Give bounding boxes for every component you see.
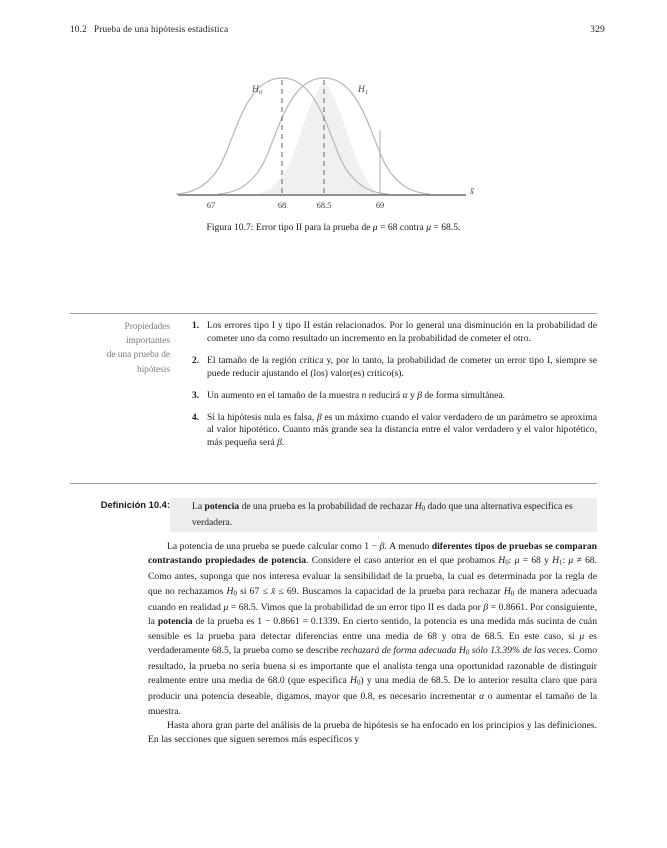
list-item-number: 1.: [192, 321, 200, 331]
properties-list: [170, 320, 597, 450]
properties-sidenote-line-4: hipótesis: [136, 364, 170, 375]
list-item-text: Los errores tipo I y tipo II están relacionados. Por lo general una disminución en la probabilidad de cometer uno da como resultado un incremento en la probabilidad de cometer el otro.: [207, 320, 597, 344]
section-number: 10.2: [70, 25, 87, 35]
page-number: 329: [590, 24, 605, 35]
section-title: Prueba de una hipótesis estadística: [93, 25, 229, 35]
list-item-number: 4.: [192, 412, 200, 423]
properties-block: [70, 320, 597, 450]
tick-label-67: 67: [206, 201, 215, 210]
paragraph-1: La potencia de una prueba se puede calcular como 1 − β. A menudo diferentes tipos de pruebas se comparan contrastando propiedades de potencia. Considere el caso anterior en el que probamos $H_0$: μ = 68 y $H_1$: μ ≠ 68. Como antes, suponga que nos interesa evaluar la sensibilidad de la prueba, la cual es determinada por la regla de que no rechazamos $H_0$ si 67 ≤ x̄ ≤ 69. Buscamos la capacidad de la prueba para rechazar $H_0$ de manera adecuada cuando en realidad μ = 68.5. Vimos que la probabilidad de un error tipo II es dada por β = 0.8661. Por consiguiente, la potencia de la prueba es 1 − 0.8661 = 0.1339. En cierto sentido, la potencia es una medida más sucinta de cuán sensible es la prueba para detectar diferencias entre una media de 68 y otra de 68.5. En este caso, si μ es verdaderamente 68.5, la prueba como se describe rechazará de forma adecuada $H_0$ sólo 13.39% de las veces. Como resultado, la prueba no sería buena si es importante que el analista tenga una oportunidad razonable de distinguir realmente entre una media de 68.0 (que especifica $H_0$) y una media de 68.5. De lo anterior resulta claro que para producir una potencia deseable, digamos, mayor que 0.8, es necesario incrementar α o aumentar el tamaño de la muestra.: [148, 541, 598, 717]
normal-curves-chart: [174, 60, 494, 212]
list-item-text: El tamaño de la región crítica y, por lo tanto, la probabilidad de cometer un error tipo I, siempre se puede reducir ajustando el (los) valor(es) crítico(s).: [207, 354, 597, 379]
list-item-number: 2.: [192, 355, 200, 366]
list-item-text: Si la hipótesis nula es falsa, β es un máximo cuando el valor verdadero de un parámetro se aproxima al valor hipotético. Cuanto más grande sea la distancia entre el valor verdadero y el valor hipotético, más pequeña será β.: [207, 411, 597, 449]
list-item-number: 3.: [192, 390, 200, 401]
properties-sidenote: [70, 320, 170, 450]
tick-label-68-5: 68.5: [316, 201, 331, 210]
divider-top: [70, 313, 597, 314]
x-axis-label: x̄: [469, 186, 474, 196]
figure-caption-text: Error tipo II para la prueba de μ = 68 contra μ = 68.5.: [255, 222, 461, 233]
h0-label: $H_0$: [251, 85, 262, 97]
list-item: [192, 390, 597, 403]
list-item: [192, 412, 597, 451]
list-item-text: Un aumento en el tamaño de la muestra n reducirá α y β de forma simultánea.: [207, 389, 506, 401]
properties-sidenote-line-1: Propiedades: [124, 322, 170, 332]
running-head: [70, 24, 605, 35]
body-text: [148, 540, 597, 748]
properties-sidenote-line-2: importantes: [126, 336, 170, 347]
figure-caption: [0, 222, 667, 233]
list-item: [192, 355, 597, 381]
definition-text: La potencia de una prueba es la probabilidad de rechazar $H_0$ dado que una alternativa específica es verdadera.: [170, 498, 597, 532]
h1-label: $H_1$: [357, 85, 368, 97]
list-item: [192, 320, 597, 346]
tick-label-69: 69: [375, 201, 384, 210]
tick-label-68: 68: [277, 201, 286, 210]
definition-label: Definición 10.4:: [100, 499, 170, 510]
beta-shaded-region: [194, 80, 396, 195]
properties-sidenote-line-3: de una prueba de: [106, 350, 170, 361]
figure-caption-prefix: Figura 10.7:: [206, 222, 254, 233]
paragraph-2: Hasta ahora gran parte del análisis de la prueba de hipótesis se ha enfocado en los principios y las definiciones. En las secciones que siguen seremos más específicos y: [148, 720, 597, 746]
divider-bottom: [70, 483, 597, 484]
definition-block: [70, 498, 597, 532]
figure-10-7: [0, 60, 667, 210]
